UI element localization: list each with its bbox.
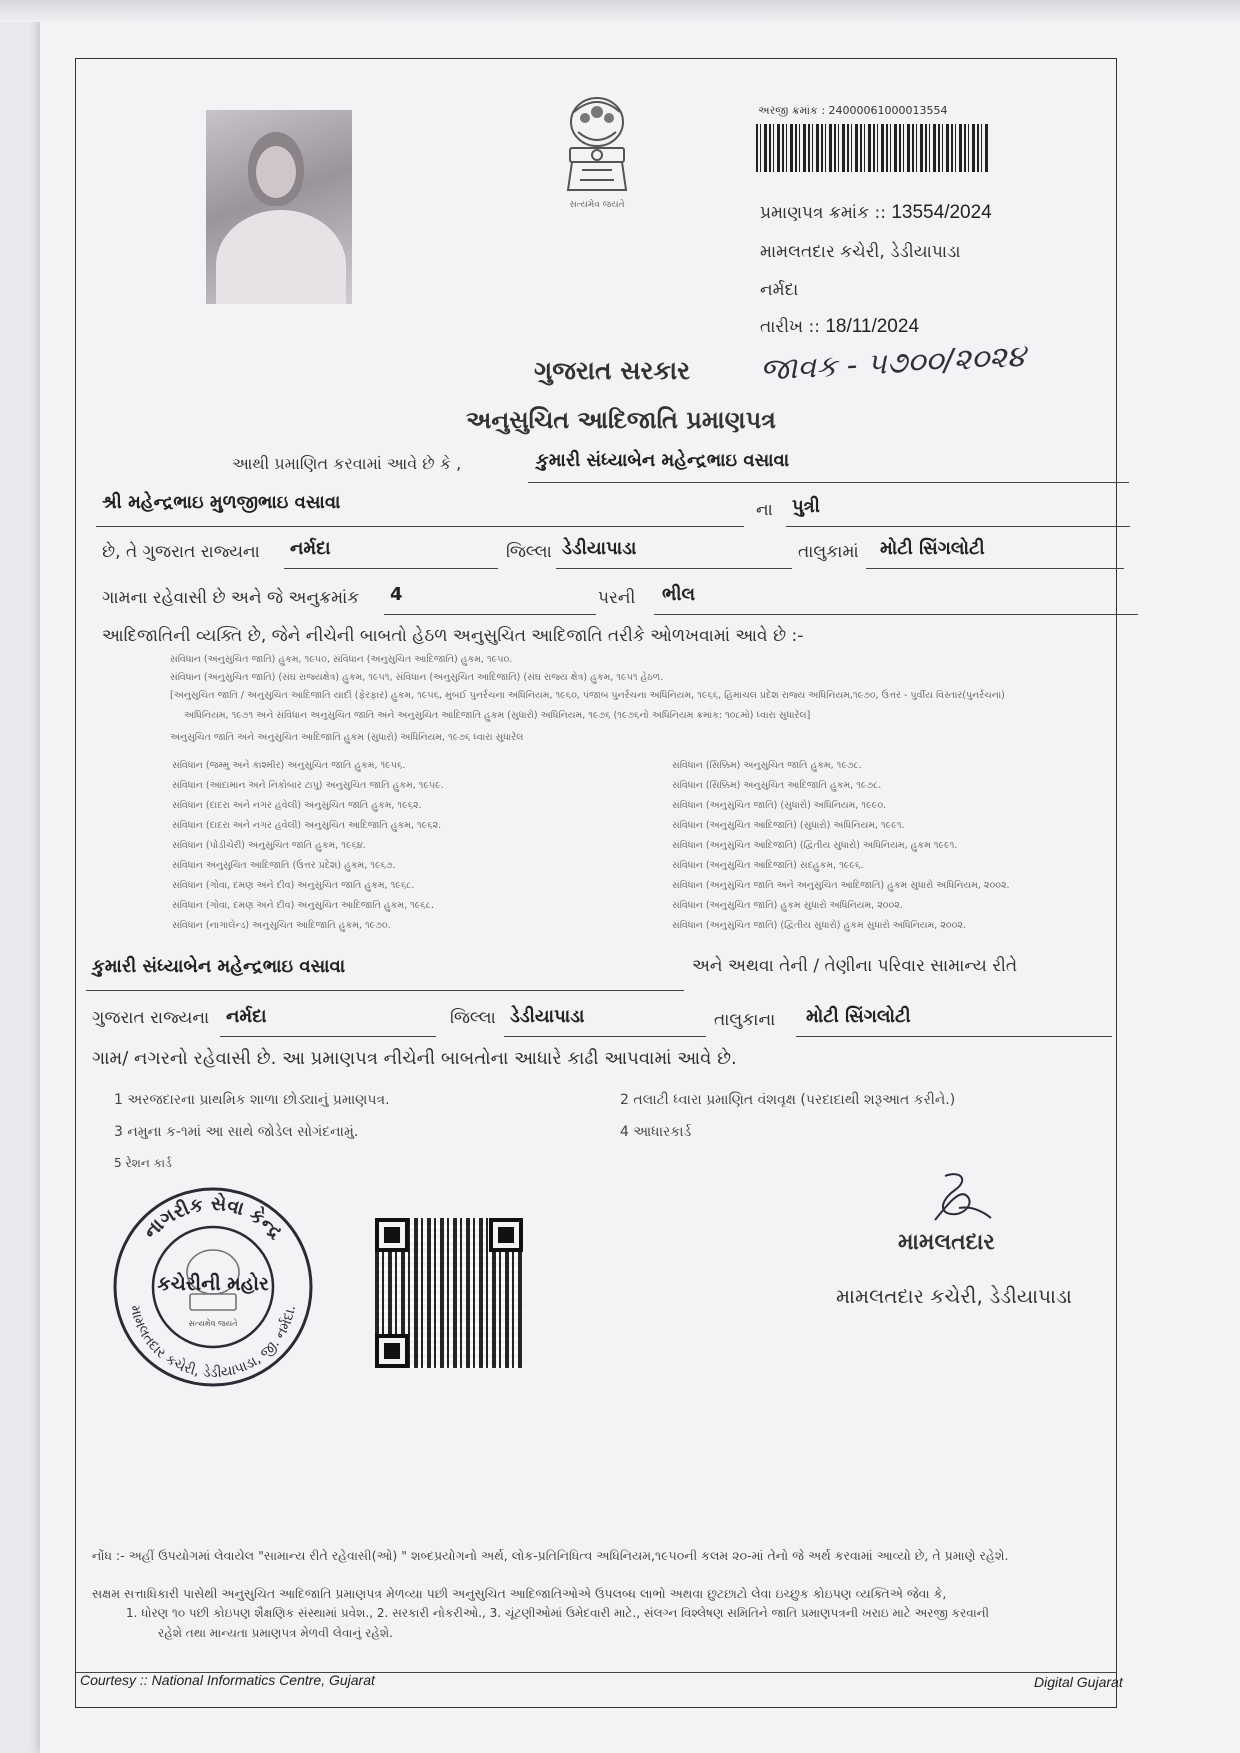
note-validity: રહેશે તથા માન્યતા પ્રમાણપત્ર મેળવી લેવાનું રહેશે. xyxy=(158,1626,393,1640)
family-taluka-line xyxy=(504,1036,706,1037)
legal-ref: અનુસુચિત જાતિ અને અનુસુચિત આદિજાતિ હુકમ (સુધારો) અધિનિયમ, ૧૯૭૬ ધ્વારા સુધારેલ xyxy=(170,732,524,743)
legal-ref-right: સંવિધાન (સિક્કિમ) અનુસુચિત આદિજાતિ હુકમ, ૧૯૭૮. xyxy=(672,780,882,791)
svg-text:મામલતદાર કચેરી, ડેડીયાપાડા, જી xyxy=(127,1304,299,1382)
national-emblem-icon xyxy=(552,92,642,198)
legal-ref-right: સંવિધાન (અનુસુચિત જાતિ) (દ્વિતીય સુધારો) હુકમ સુધારો અધિનિયમ, ૨૦૦૨. xyxy=(672,920,966,931)
document-item: 5 રેશન કાર્ડ xyxy=(114,1156,172,1170)
family-village-line xyxy=(796,1036,1112,1037)
document-item: 1 અરજદારના પ્રાથમિક શાળા છોડ્યાનું પ્રમાણપત્ર. xyxy=(114,1092,390,1108)
legal-ref-right: સંવિધાન (અનુસુચિત જાતિ) (સુધારો) અધિનિયમ, ૧૯૯૦. xyxy=(672,800,887,811)
svg-text:નાગરીક સેવા કેન્દ્ર xyxy=(139,1192,287,1244)
family-district-value: નર્મદા xyxy=(226,1006,267,1027)
application-barcode xyxy=(756,124,990,172)
serial-number-line xyxy=(384,614,596,615)
family-taluka-value: ડેડીયાપાડા xyxy=(510,1006,585,1027)
family-state-text: ગુજરાત રાજ્યના xyxy=(92,1008,210,1028)
family-text: અને અથવા તેની / તેણીના પરિવાર સામાન્ય રીતે xyxy=(692,956,1018,976)
handwritten-outward-ref: જાવક - ૫૭૦૦/૨૦૨૪ xyxy=(759,339,1027,388)
village-value: મોટી સિંગલોટી xyxy=(880,538,985,559)
footer-courtesy: Courtesy :: National Informatics Centre, Gujarat xyxy=(80,1672,375,1688)
seal-top-text: નાગરીક સેવા કેન્દ્ર xyxy=(139,1192,287,1244)
relation: પુત્રી xyxy=(792,496,820,517)
verification-qr-code xyxy=(375,1218,523,1368)
relation-line xyxy=(786,526,1130,527)
legal-ref-left: સંવિધાન (આંદામાન અને નિકોબાર ટાપુ) અનુસુચિત જાતિ હુકમ, ૧૯૫૯. xyxy=(172,780,444,791)
resident-text: ગામના રહેવાસી છે અને જે અનુક્રમાંક xyxy=(102,588,360,608)
legal-ref-right: સંવિધાન (અનુસુચિત આદિજાતિ) (દ્વિતીય સુધારો) અધિનિયમ, હુકમ ૧૯૯૧. xyxy=(672,840,958,851)
village-line xyxy=(866,568,1124,569)
application-number: અરજી ક્રમાંક : 24000061000013554 xyxy=(758,104,948,117)
signatory-office: મામલતદાર કચેરી, ડેડીયાપાડા xyxy=(836,1284,1072,1308)
legal-ref-left: સંવિધાન (દાદરા અને નગર હવેલી) અનુસુચિત આદિજાતિ હુકમ, ૧૯૬૨. xyxy=(172,820,442,831)
paper-edge xyxy=(0,0,1240,22)
certify-text: આથી પ્રમાણિત કરવામાં આવે છે કે , xyxy=(232,454,462,473)
legal-ref: સંવિધાન (અનુસુચિત જાતિ) (સંઘ રાજ્યક્ષેત્ર) હુકમ, ૧૯૫૧, સંવિધાન (અનુસુચિત આદિજાતિ) (સંઘ રાજ્ય ક્ષેત્ર) હુકમ, ૧૯૫૧ હેઠળ. xyxy=(170,672,664,683)
issuing-office: મામલતદાર કચેરી, ડેડીયાપાડા xyxy=(760,242,961,262)
legal-ref: [અનુસુચિત જાતિ / અનુસુચિત આદિજાતિ યાદી (ફેરફાર) હુકમ, ૧૯૫૬, મુંબઈ પુનર્રચના અધિનિયમ, ૧૯૬૦, પંજાબ પુનર્રચના અધિનિયમ, ૧૯૬૬, હિમાચલ પ્રદેશ રાજ્ય અધિનિયમ,૧૯૭૦, ઉત્તર - પુર્વીય વિસ્તાર(પુનર્રચના) xyxy=(170,690,1005,701)
certificate-number-row xyxy=(760,202,992,224)
district-value: નર્મદા xyxy=(290,538,331,559)
legal-ref-left: સંવિધાન (ગોવા, દમણ અને દીવ) અનુસુચિત જાતિ હુકમ, ૧૯૬૮. xyxy=(172,880,415,891)
applicant-photo xyxy=(206,110,352,304)
family-member-line xyxy=(86,990,684,991)
legal-ref-left: સંવિધાન (ગોવા, દમણ અને દીવ) અનુસુચિત આદિજાતિ હુકમ, ૧૯૬૮. xyxy=(172,900,434,911)
applicant-name: કુમારી સંધ્યાબેન મહેન્દ્રભાઇ વસાવા xyxy=(536,450,790,471)
legal-ref: સંવિધાન (અનુસુચિત જાતિ) હુકમ, ૧૯૫૦, સંવિધાન (અનુસુચિત આદિજાતિ) હુકમ, ૧૯૫૦. xyxy=(170,654,513,665)
certificate-number-label: પ્રમાણપત્ર ક્રમાંક :: xyxy=(760,203,892,223)
taluka-value: ડેડીયાપાડા xyxy=(562,538,637,559)
note-purposes: 1. ધોરણ ૧૦ પછી કોઇપણ શૈક્ષણિક સંસ્થામાં પ્રવેશ., 2. સરકારી નોકરીઓ., 3. ચૂંટણીઓમાં ઉમેદવારી માટે., સંલગ્ન વિશ્લેષણ સમિતિને જાતિ પ્રમાણપત્રની ખરાઇ માટે અરજી કરવાની xyxy=(126,1606,990,1620)
issue-date-row xyxy=(760,316,919,338)
issue-date-label: તારીખ :: xyxy=(760,317,826,337)
issue-date-value: 18/11/2024 xyxy=(825,316,920,337)
family-district-label: જિલ્લા xyxy=(450,1008,496,1028)
legal-ref-right: સંવિધાન (અનુસુચિત જાતિ) હુકમ સુધારો અધિનિયમ, ૨૦૦૨. xyxy=(672,900,903,911)
signatory-title: મામલતદાર xyxy=(898,1230,995,1255)
certificate-number-value: 13554/2024 xyxy=(891,202,992,223)
legal-ref-left: સંવિધાન (નાગાલેન્ડ) અનુસુચિત આદિજાતિ હુકમ, ૧૯૭૦. xyxy=(172,920,391,931)
document-item: 4 આધારકાર્ડ xyxy=(620,1124,692,1140)
document-item: 2 તલાટી ધ્વારા પ્રમાણિત વંશવૃક્ષ (પરદાદાથી શરૂઆત કરીને.) xyxy=(620,1092,956,1108)
na-text: ના xyxy=(756,500,773,520)
legal-ref-left: સંવિધાન (દાદરા અને નગર હવેલી) અનુસુચિત જાતિ હુકમ, ૧૯૬૨. xyxy=(172,800,422,811)
father-name: શ્રી મહેન્દ્રભાઇ મુળજીભાઇ વસાવા xyxy=(102,492,341,513)
parni-text: પરની xyxy=(598,588,636,608)
legal-ref-right: સંવિધાન (અનુસુચિત આદિજાતિ) સદહુકમ, ૧૯૯૬. xyxy=(672,860,864,871)
government-title: ગુજરાત સરકાર xyxy=(534,356,691,385)
taluka-label: તાલુકામાં xyxy=(798,542,859,562)
legal-ref: અધિનિયમ, ૧૯૭૧ અને સંવિધાન અનુસુચિત જાતિ અને અનુસુચિત આદિજાતિ હુકમ (સુધારો) અધિનિયમ, ૧૯૭૬ (૧૯૭૬નો અધિનિયમ ક્રમાંક: ૧૦૮મો) ધ્વારા સુધારેલ] xyxy=(184,710,811,721)
seal-bottom-text: મામલતદાર કચેરી, ડેડીયાપાડા, જી. નર્મદા. xyxy=(126,1303,300,1382)
seal-motto: સત્યમેવ જયતે xyxy=(188,1319,238,1328)
serial-number: 4 xyxy=(390,584,403,605)
applicant-name-line xyxy=(528,482,1129,483)
legal-ref-left: સંવિધાન (પોંડીચેરી) અનુસુચિત જાતિ હુકમ, ૧૯૬૪. xyxy=(172,840,366,851)
recognized-text: આદિજાતિની વ્યક્તિ છે, જેને નીચેની બાબતો હેઠળ અનુસુચિત આદિજાતિ તરીકે ઓળખવામાં આવે છે :- xyxy=(102,626,804,646)
taluka-line xyxy=(556,568,792,569)
family-district-line xyxy=(220,1036,436,1037)
note-usual-resident: નોંધ :- અહીં ઉપયોગમાં લેવાયેલ "સામાન્ય રીતે રહેવાસી(ઓ) " શબ્દપ્રયોગનો અર્થ, લોક-પ્રતિનિધિત્વ અધિનિયમ,૧૯૫૦ની કલમ ૨૦-માં તેનો જે અર્થ કરવામાં આવ્યો છે, તે પ્રમાણે રહેશે. xyxy=(92,1548,1009,1563)
footer-brand: Digital Gujarat xyxy=(1034,1674,1123,1690)
certificate-title: અનુસુચિત આદિજાતિ પ્રમાણપત્ર xyxy=(466,406,776,434)
father-name-line xyxy=(96,526,744,527)
legal-ref-left: સંવિધાન અનુસુચિત આદિજાતિ (ઉત્તર પ્રદેશ) હુકમ, ૧૯૬૭. xyxy=(172,860,396,871)
district-label: જિલ્લા xyxy=(506,542,552,562)
emblem-motto: સત્યમેવ જયતે xyxy=(569,200,625,210)
family-taluka-label: તાલુકાના xyxy=(714,1010,776,1030)
legal-ref-right: સંવિધાન (સિક્કિમ) અનુસુચિત જાતિ હુકમ, ૧૯૭૮. xyxy=(672,760,862,771)
document-item: 3 નમુના ક-૧માં આ સાથે જોડેલ સોગંદનામું. xyxy=(114,1124,359,1140)
office-seal-stamp xyxy=(110,1184,316,1390)
legal-ref-left: સંવિધાન (જમ્મુ અને કાશ્મીર) અનુસુચિત જાતિ હુકમ, ૧૯૫૬. xyxy=(172,760,406,771)
family-member-name: કુમારી સંધ્યાબેન મહેન્દ્રભાઇ વસાવા xyxy=(92,956,346,977)
family-village-value: મોટી સિંગલોટી xyxy=(806,1006,911,1027)
legal-ref-right: સંવિધાન (અનુસુચિત જાતિ અને અનુસુચિત આદિજાતિ) હુકમ સુધારો અધિનિયમ, ૨૦૦૨. xyxy=(672,880,1010,891)
district-line xyxy=(284,568,498,569)
signature-mark xyxy=(915,1168,1005,1228)
note-eligibility: સક્ષમ સત્તાધિકારી પાસેથી અનુસુચિત આદિજાતિ પ્રમાણપત્ર મેળવ્યા પછી અનુસુચિત આદિજાતિઓએ ઉપલબ્ધ લાભો અથવા છુટછાટો લેવા ઇચ્છુક કોઇપણ વ્યક્તિએ જેવા કે, xyxy=(92,1586,947,1601)
state-text: છે, તે ગુજરાત રાજ્યના xyxy=(102,542,260,562)
seal-center-text: કચેરીની મહોર xyxy=(157,1273,269,1295)
issuing-district: નર્મદા xyxy=(760,280,799,300)
tribe-value: ભીલ xyxy=(662,584,696,605)
legal-ref-right: સંવિધાન (અનુસુચિત આદિજાતિ) (સુધારો) અધિનિયમ, ૧૯૯૧. xyxy=(672,820,905,831)
basis-text: ગામ/ નગરનો રહેવાસી છે. આ પ્રમાણપત્ર નીચેની બાબતોના આધારે કાઢી આપવામાં આવે છે. xyxy=(92,1048,737,1069)
tribe-line xyxy=(654,614,1138,615)
